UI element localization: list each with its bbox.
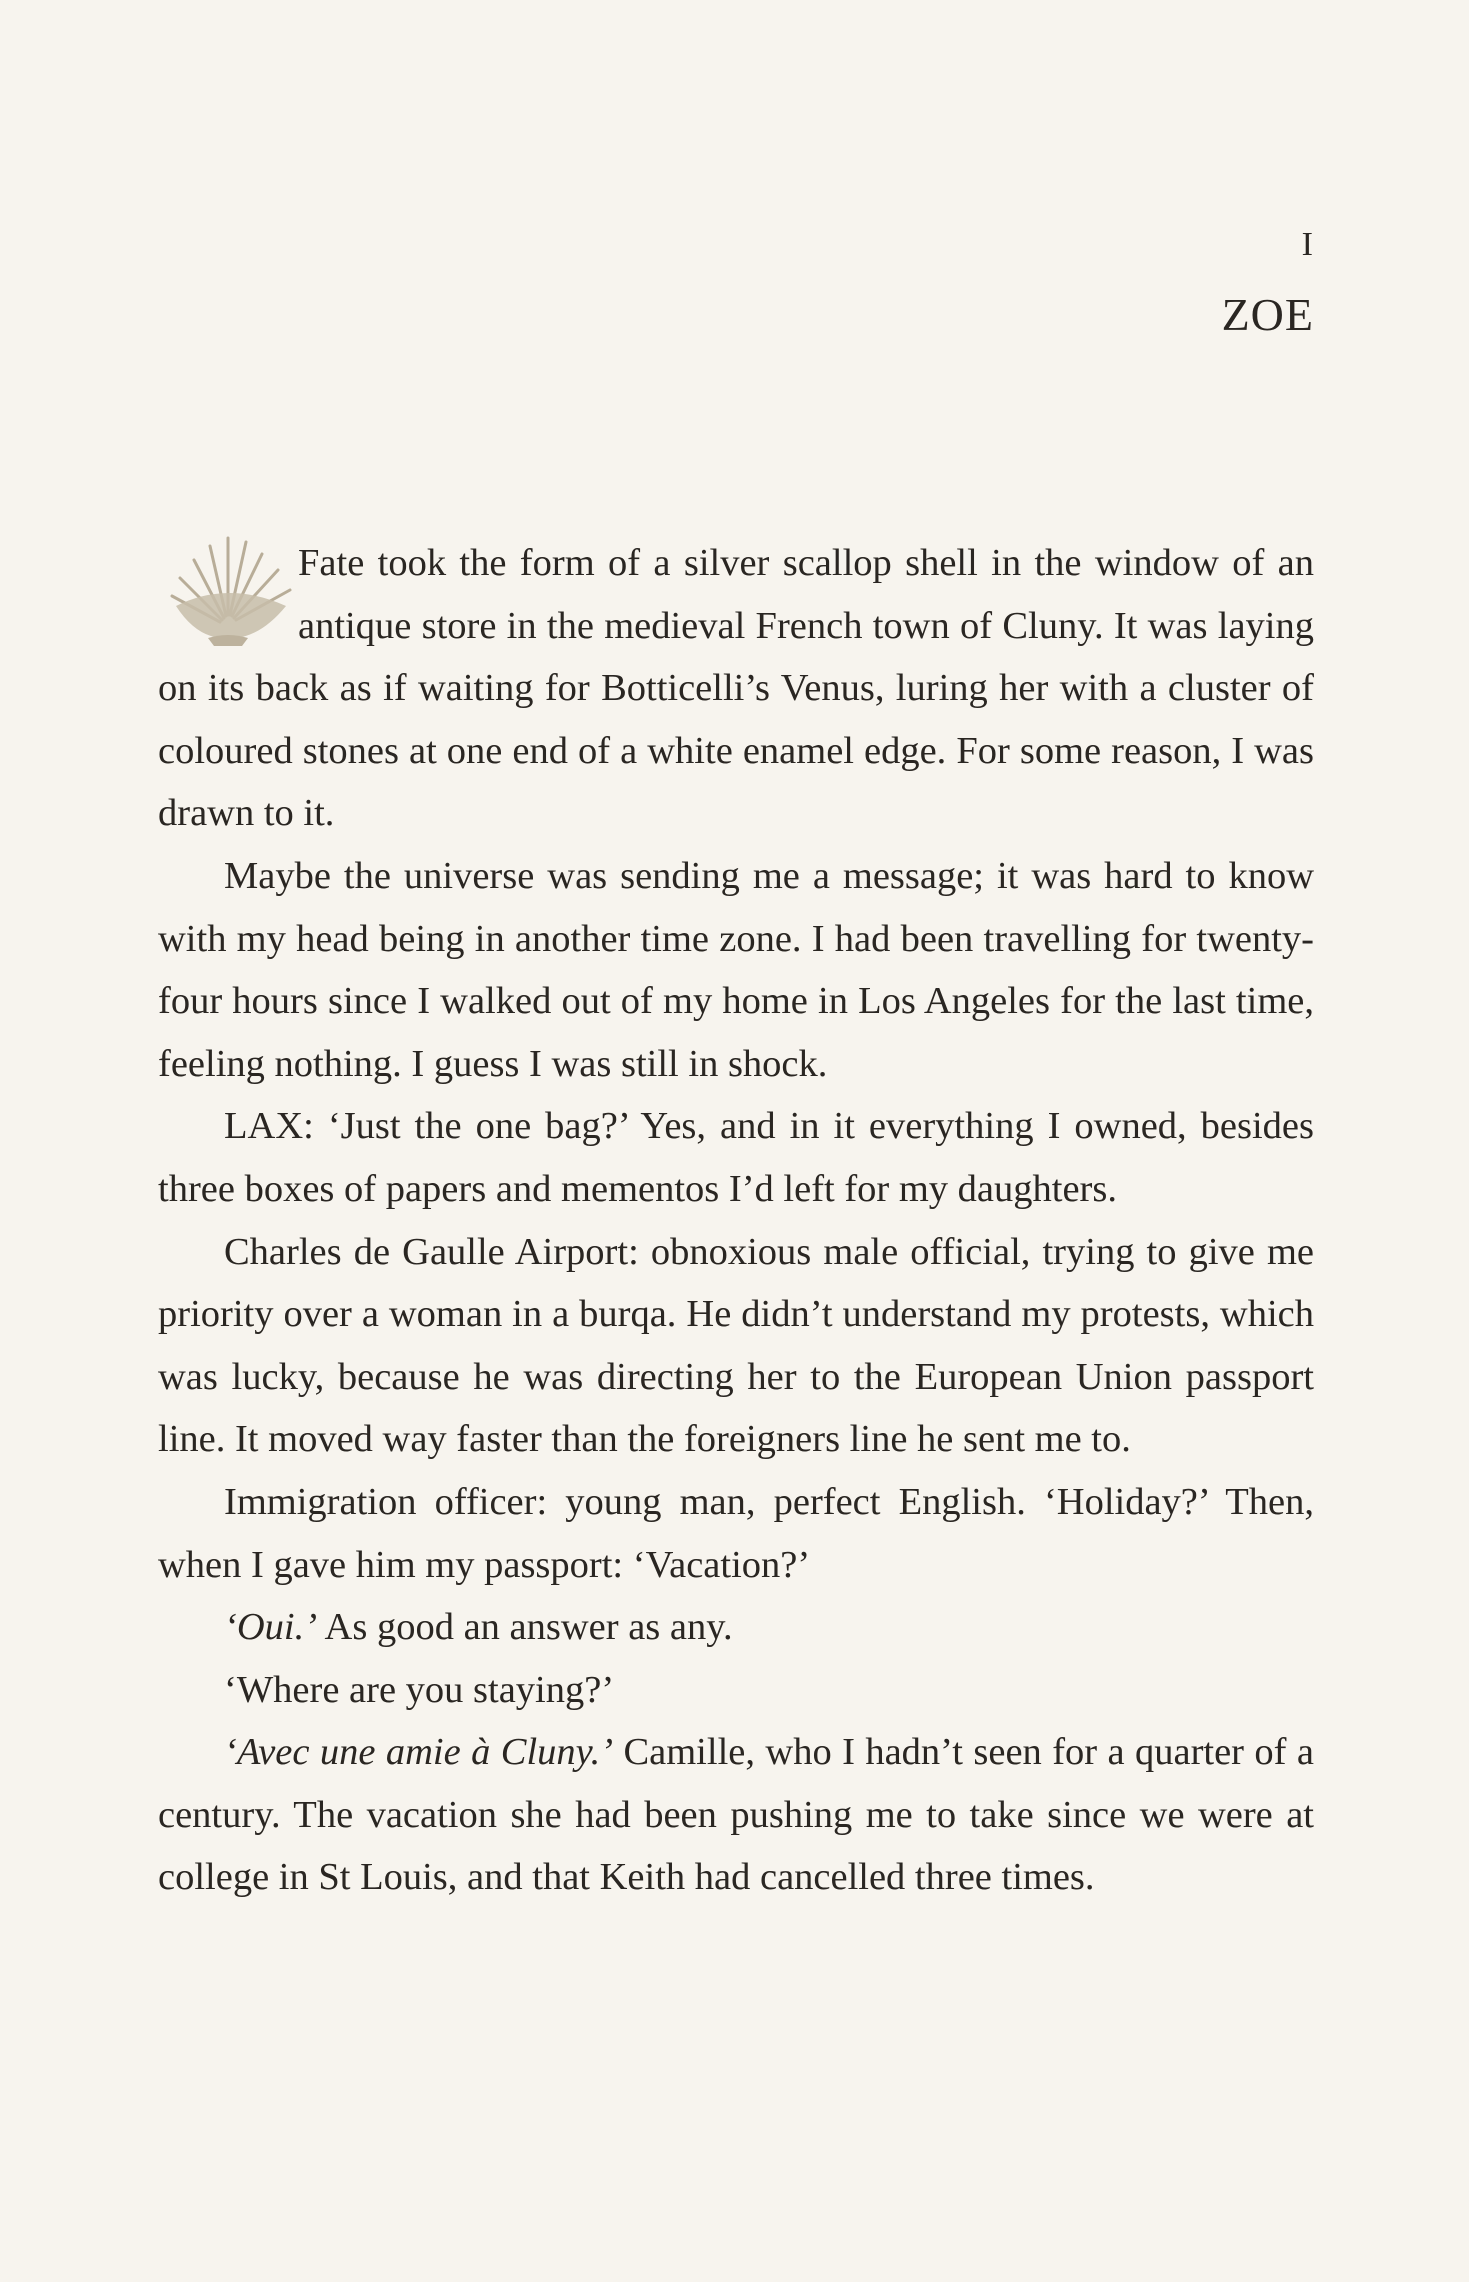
paragraph: LAX: ‘Just the one bag?’ Yes, and in it everything I owned, besides three boxes of papers and mementos I’d left for my daughters. (158, 1105, 1314, 1210)
paragraph-text: As good an answer as any. (317, 1606, 733, 1649)
chapter-title: ZOE (1221, 289, 1314, 340)
chapter-number: I (1301, 226, 1314, 263)
italic-phrase: ‘Avec une amie à Cluny.’ (224, 1731, 614, 1774)
paragraph (158, 1596, 1314, 1659)
paragraph: ‘Where are you staying?’ (224, 1668, 615, 1711)
scallop-shell-icon (158, 532, 298, 650)
paragraph (158, 1721, 1314, 1909)
paragraph: Fate took the form of a silver scallop shell in the window of an antique store in the medieval French town of Cluny. It was laying on its back as if waiting for Botticelli’s Venus, luring her with a cluster of coloured stones at one end of a white enamel edge. For some reason, I was drawn to it. (158, 542, 1314, 835)
chapter-body (158, 532, 1314, 1909)
paragraph: Charles de Gaulle Airport: obnoxious male official, trying to give me priority over a woman in a burqa. He didn’t understand my protests, which was lucky, because he was directing her to the European Union passport line. It moved way faster than the foreigners line he sent me to. (158, 1230, 1314, 1461)
italic-phrase: ‘Oui.’ (224, 1606, 318, 1649)
paragraph-text: Camille, who I hadn’t seen for a quarter of a century. The vacation she had been pushing me to take since we were at college in St Louis, and that Keith had cancelled three times. (158, 1731, 1314, 1899)
paragraph: Immigration officer: young man, perfect English. ‘Holiday?’ Then, when I gave him my passport: ‘Vacation?’ (158, 1480, 1314, 1586)
paragraph: Maybe the universe was sending me a message; it was hard to know with my head being in another time zone. I had been travelling for twenty-four hours since I walked out of my home in Los Angeles for the last time, feeling nothing. I guess I was still in shock. (158, 854, 1314, 1085)
